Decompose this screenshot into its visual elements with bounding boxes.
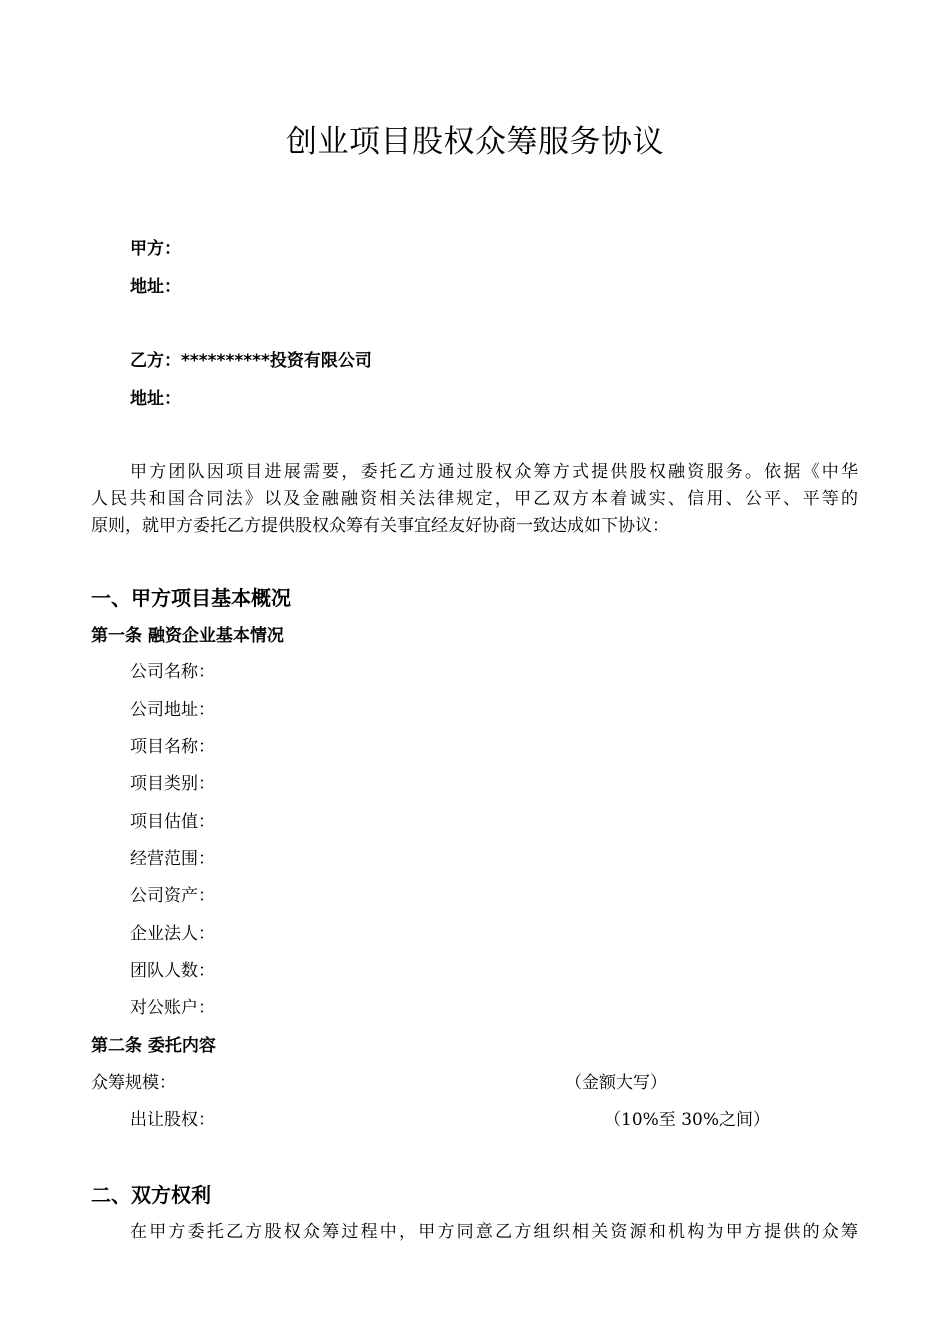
article-1-title: 第一条 融资企业基本情况 [91,626,284,646]
field-business-scope: 经营范围： [130,849,215,869]
equity-transfer-label: 出让股权： [130,1110,215,1130]
section-1-heading: 一、甲方项目基本概况 [91,586,291,610]
field-company-address: 公司地址： [130,700,215,720]
equity-transfer-note: （10%至 30%之间） [604,1110,770,1130]
crowdfunding-scale-note: （金额大写） [565,1073,667,1093]
intro-line-1: 甲方团队因项目进展需要，委托乙方通过股权众筹方式提供股权融资服务。依据《中华 [130,462,858,482]
field-corporate-account: 对公账户： [130,998,215,1018]
crowdfunding-scale-label: 众筹规模： [91,1073,176,1093]
party-b-address-label: 地址： [130,389,181,409]
intro-line-2: 人民共和国合同法》以及金融融资相关法律规定，甲乙双方本着诚实、信用、公平、平等的 [91,489,858,509]
field-project-name: 项目名称： [130,737,215,757]
document-title: 创业项目股权众筹服务协议 [286,124,664,160]
party-b-label: 乙方：**********投资有限公司 [130,351,372,371]
party-a-label: 甲方： [130,239,181,259]
section-2-paragraph-line-1: 在甲方委托乙方股权众筹过程中，甲方同意乙方组织相关资源和机构为甲方提供的众筹 [130,1222,858,1242]
field-legal-representative: 企业法人： [130,924,215,944]
field-team-size: 团队人数： [130,961,215,981]
intro-line-3: 原则，就甲方委托乙方提供股权众筹有关事宜经友好协商一致达成如下协议： [91,516,669,536]
field-project-valuation: 项目估值： [130,812,215,832]
field-company-assets: 公司资产： [130,886,215,906]
party-a-address-label: 地址： [130,277,181,297]
field-company-name: 公司名称： [130,662,215,682]
article-2-title: 第二条 委托内容 [91,1036,216,1056]
field-project-category: 项目类别： [130,774,215,794]
section-2-heading: 二、双方权利 [91,1183,211,1207]
